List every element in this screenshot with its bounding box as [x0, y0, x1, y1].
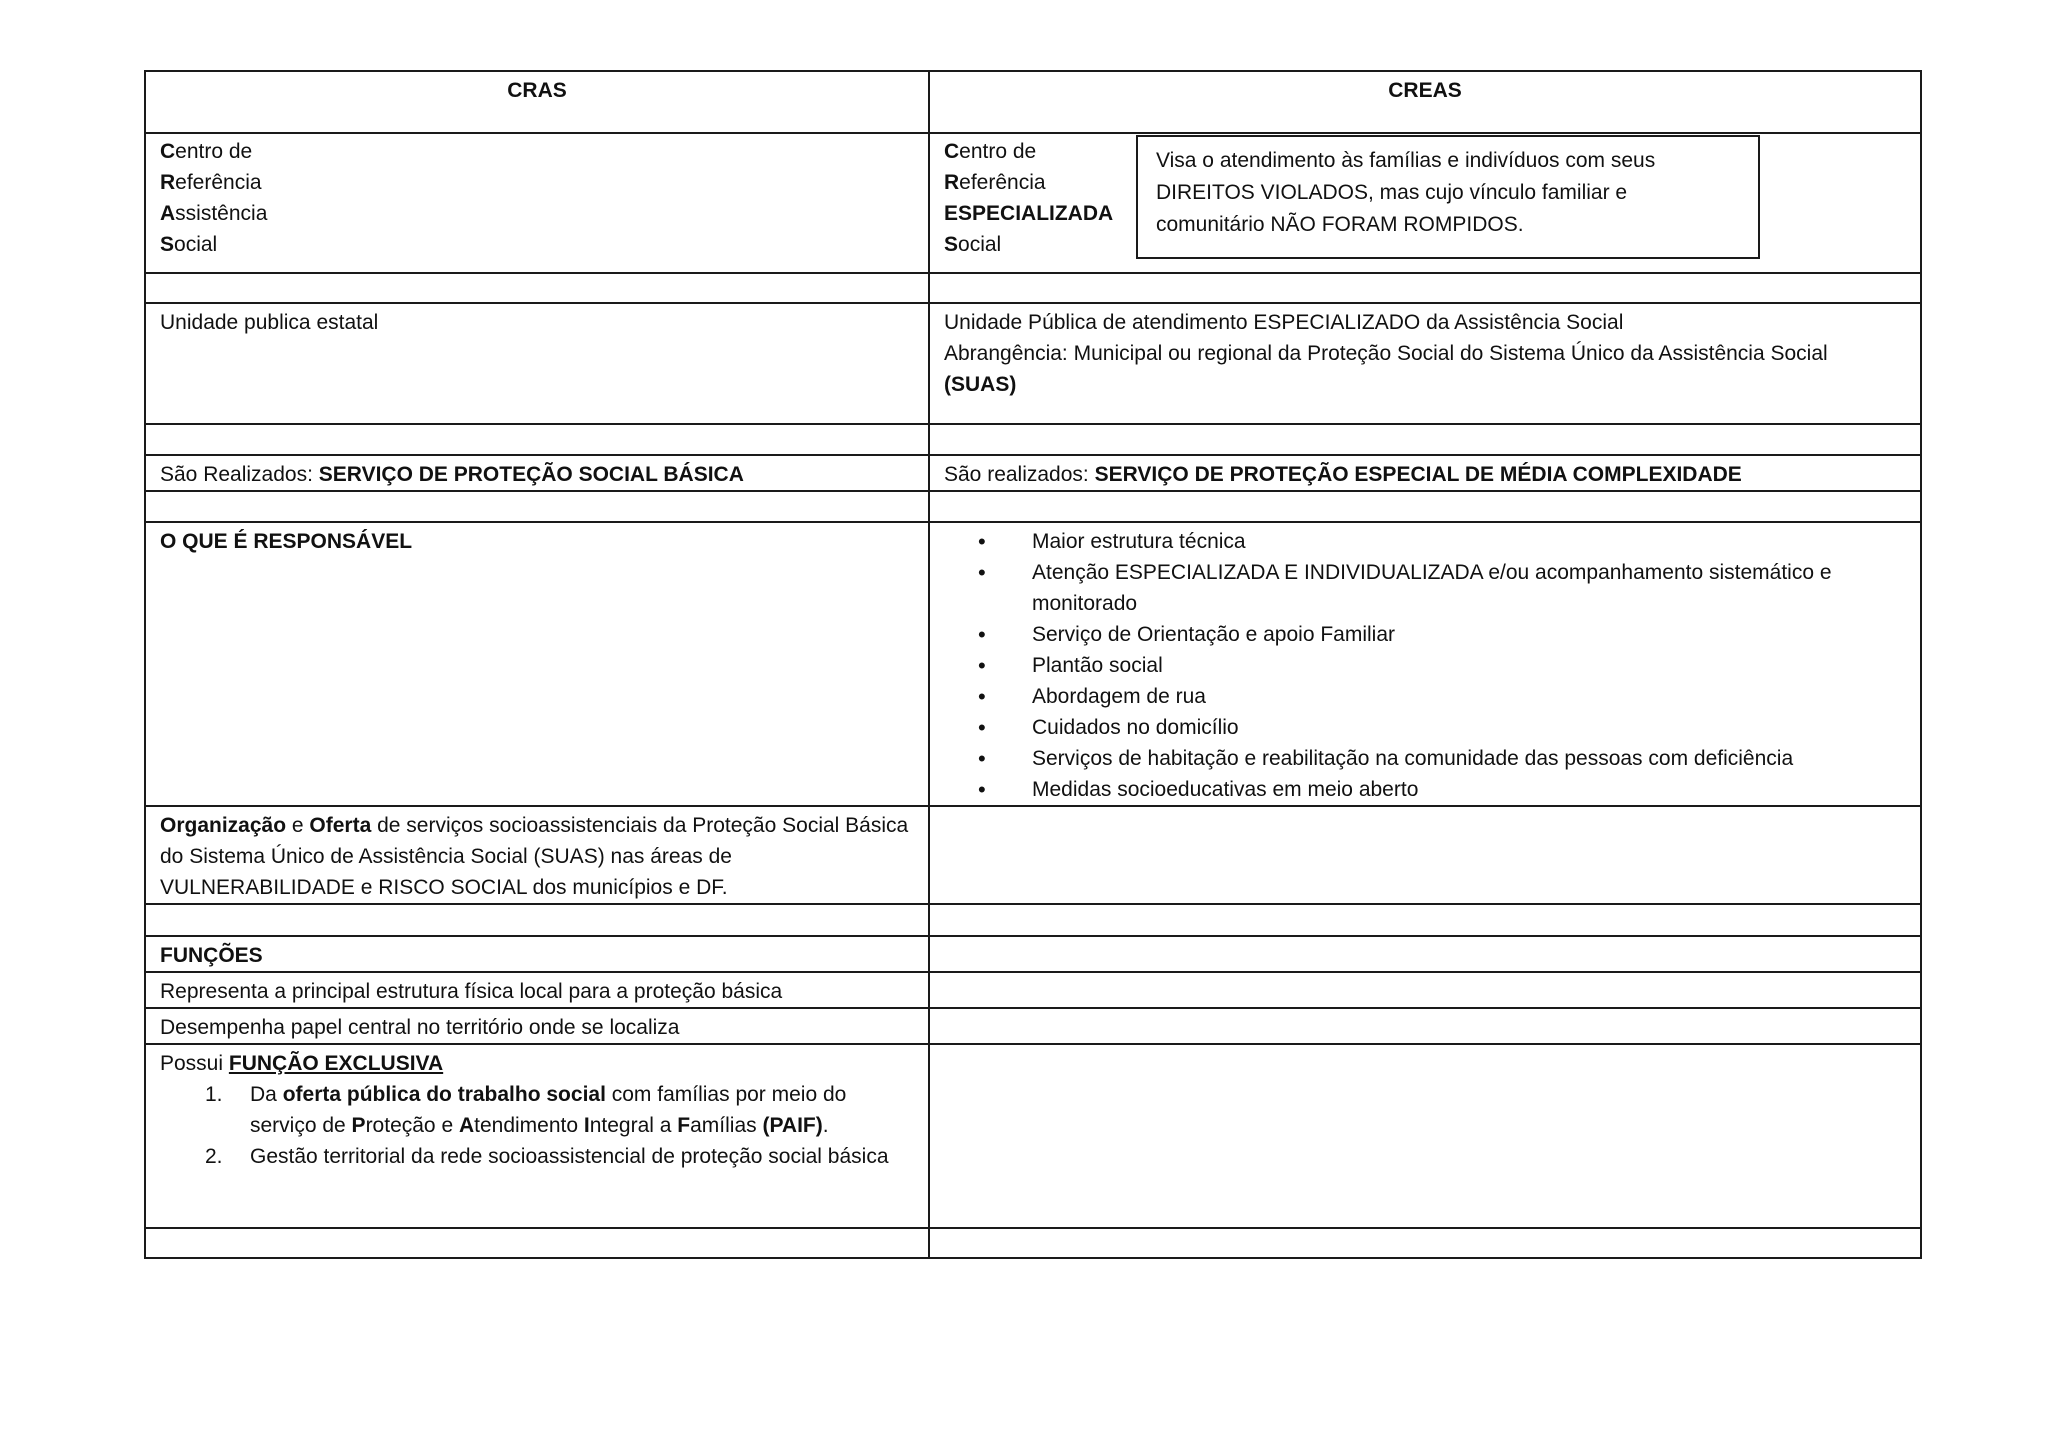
- cras-organization-cell: Organização e Oferta de serviços socioassistenciais da Proteção Social Básica do Sistema Único de Assistência Social (SUAS) nas áreas de VULNERABILIDADE e RISCO SOCIAL dos municípios e DF.: [145, 806, 929, 904]
- spacer-row: [145, 904, 1921, 936]
- spacer-row: [145, 273, 1921, 303]
- list-item: • Medidas socioeducativas em meio aberto: [1018, 774, 1906, 805]
- empty-cell: [929, 936, 1921, 972]
- possui-line: Possui FUNÇÃO EXCLUSIVA: [160, 1052, 444, 1075]
- functions-title-row: [145, 936, 1921, 972]
- function-item: Desempenha papel central no território onde se localiza: [145, 1008, 929, 1044]
- unit-row: [145, 303, 1921, 424]
- empty-cell: [929, 904, 1921, 936]
- list-item: • Serviços de habitação e reabilitação na comunidade das pessoas com deficiência: [1018, 743, 1906, 774]
- exclusive-function-list: [160, 1079, 914, 1172]
- creas-unit-line1: Unidade Pública de atendimento ESPECIALIZADO da Assistência Social: [944, 311, 1624, 334]
- empty-cell: [929, 1044, 1921, 1228]
- cras-acronym-line: Centro de: [160, 140, 253, 163]
- empty-cell: [929, 806, 1921, 904]
- empty-cell: [145, 1228, 929, 1258]
- list-item: 1. Da oferta pública do trabalho social com famílias por meio do serviço de Proteção e Atendimento Integral a Famílias (PAIF).: [205, 1083, 847, 1137]
- creas-responsibility-cell: [929, 522, 1921, 806]
- creas-acronym-line: Referência: [944, 171, 1046, 194]
- empty-cell: [929, 972, 1921, 1008]
- empty-cell: [929, 1008, 1921, 1044]
- cras-service-cell: São Realizados: SERVIÇO DE PROTEÇÃO SOCIAL BÁSICA: [145, 455, 929, 491]
- empty-cell: [929, 424, 1921, 455]
- list-item: • Abordagem de rua: [1018, 681, 1906, 712]
- creas-service-cell: São realizados: SERVIÇO DE PROTEÇÃO ESPECIAL DE MÉDIA COMPLEXIDADE: [929, 455, 1921, 491]
- list-item: • Cuidados no domicílio: [1018, 712, 1906, 743]
- creas-acronym-line: Social: [944, 233, 1002, 256]
- empty-cell: [145, 273, 929, 303]
- empty-cell: [929, 273, 1921, 303]
- creas-unit-cell: [929, 303, 1921, 424]
- empty-cell: [145, 904, 929, 936]
- cras-creas-comparison-table: [144, 70, 1922, 1259]
- cras-acronym-line: Social: [160, 233, 218, 256]
- creas-acronym-line: Centro de: [944, 140, 1037, 163]
- header-creas: CREAS: [929, 71, 1921, 133]
- service-row: [145, 455, 1921, 491]
- creas-note-box: Visa o atendimento às famílias e indivíduos com seus DIREITOS VIOLADOS, mas cujo vínculo familiar e comunitário NÃO FORAM ROMPIDOS.: [1136, 135, 1760, 259]
- empty-cell: [145, 424, 929, 455]
- function-item: Representa a principal estrutura física local para a proteção básica: [145, 972, 929, 1008]
- creas-unit-line3: (SUAS): [944, 373, 1017, 396]
- empty-cell: [145, 491, 929, 522]
- cras-responsibility-cell: O QUE É RESPONSÁVEL: [145, 522, 929, 806]
- spacer-row: [145, 1228, 1921, 1258]
- list-item: • Plantão social: [1018, 650, 1906, 681]
- list-item: 2. Gestão territorial da rede socioassistencial de proteção social básica: [205, 1145, 889, 1168]
- header-row: [145, 71, 1921, 133]
- cras-acronym-cell: [145, 133, 929, 273]
- cras-acronym-line: Assistência: [160, 202, 268, 225]
- creas-responsibility-list: [944, 526, 1906, 805]
- creas-unit-line2: Abrangência: Municipal ou regional da Proteção Social do Sistema Único da Assistência Social: [944, 342, 1828, 365]
- list-item: • Maior estrutura técnica: [1018, 526, 1906, 557]
- list-item: • Atenção ESPECIALIZADA E INDIVIDUALIZADA e/ou acompanhamento sistemático e monitorado: [1018, 557, 1906, 619]
- creas-acronym-cell: [929, 133, 1921, 273]
- empty-cell: [929, 1228, 1921, 1258]
- spacer-row: [145, 491, 1921, 522]
- exclusive-function-row: [145, 1044, 1921, 1228]
- organization-row: [145, 806, 1921, 904]
- cras-unit-cell: Unidade publica estatal: [145, 303, 929, 424]
- list-item: • Serviço de Orientação e apoio Familiar: [1018, 619, 1906, 650]
- creas-acronym-line: ESPECIALIZADA: [944, 202, 1114, 225]
- acronym-row: [145, 133, 1921, 273]
- cras-acronym-line: Referência: [160, 171, 262, 194]
- functions-row: [145, 972, 1921, 1008]
- empty-cell: [929, 491, 1921, 522]
- functions-title: FUNÇÕES: [145, 936, 929, 972]
- responsibility-row: [145, 522, 1921, 806]
- functions-row: [145, 1008, 1921, 1044]
- header-cras: CRAS: [145, 71, 929, 133]
- exclusive-function-cell: [145, 1044, 929, 1228]
- spacer-row: [145, 424, 1921, 455]
